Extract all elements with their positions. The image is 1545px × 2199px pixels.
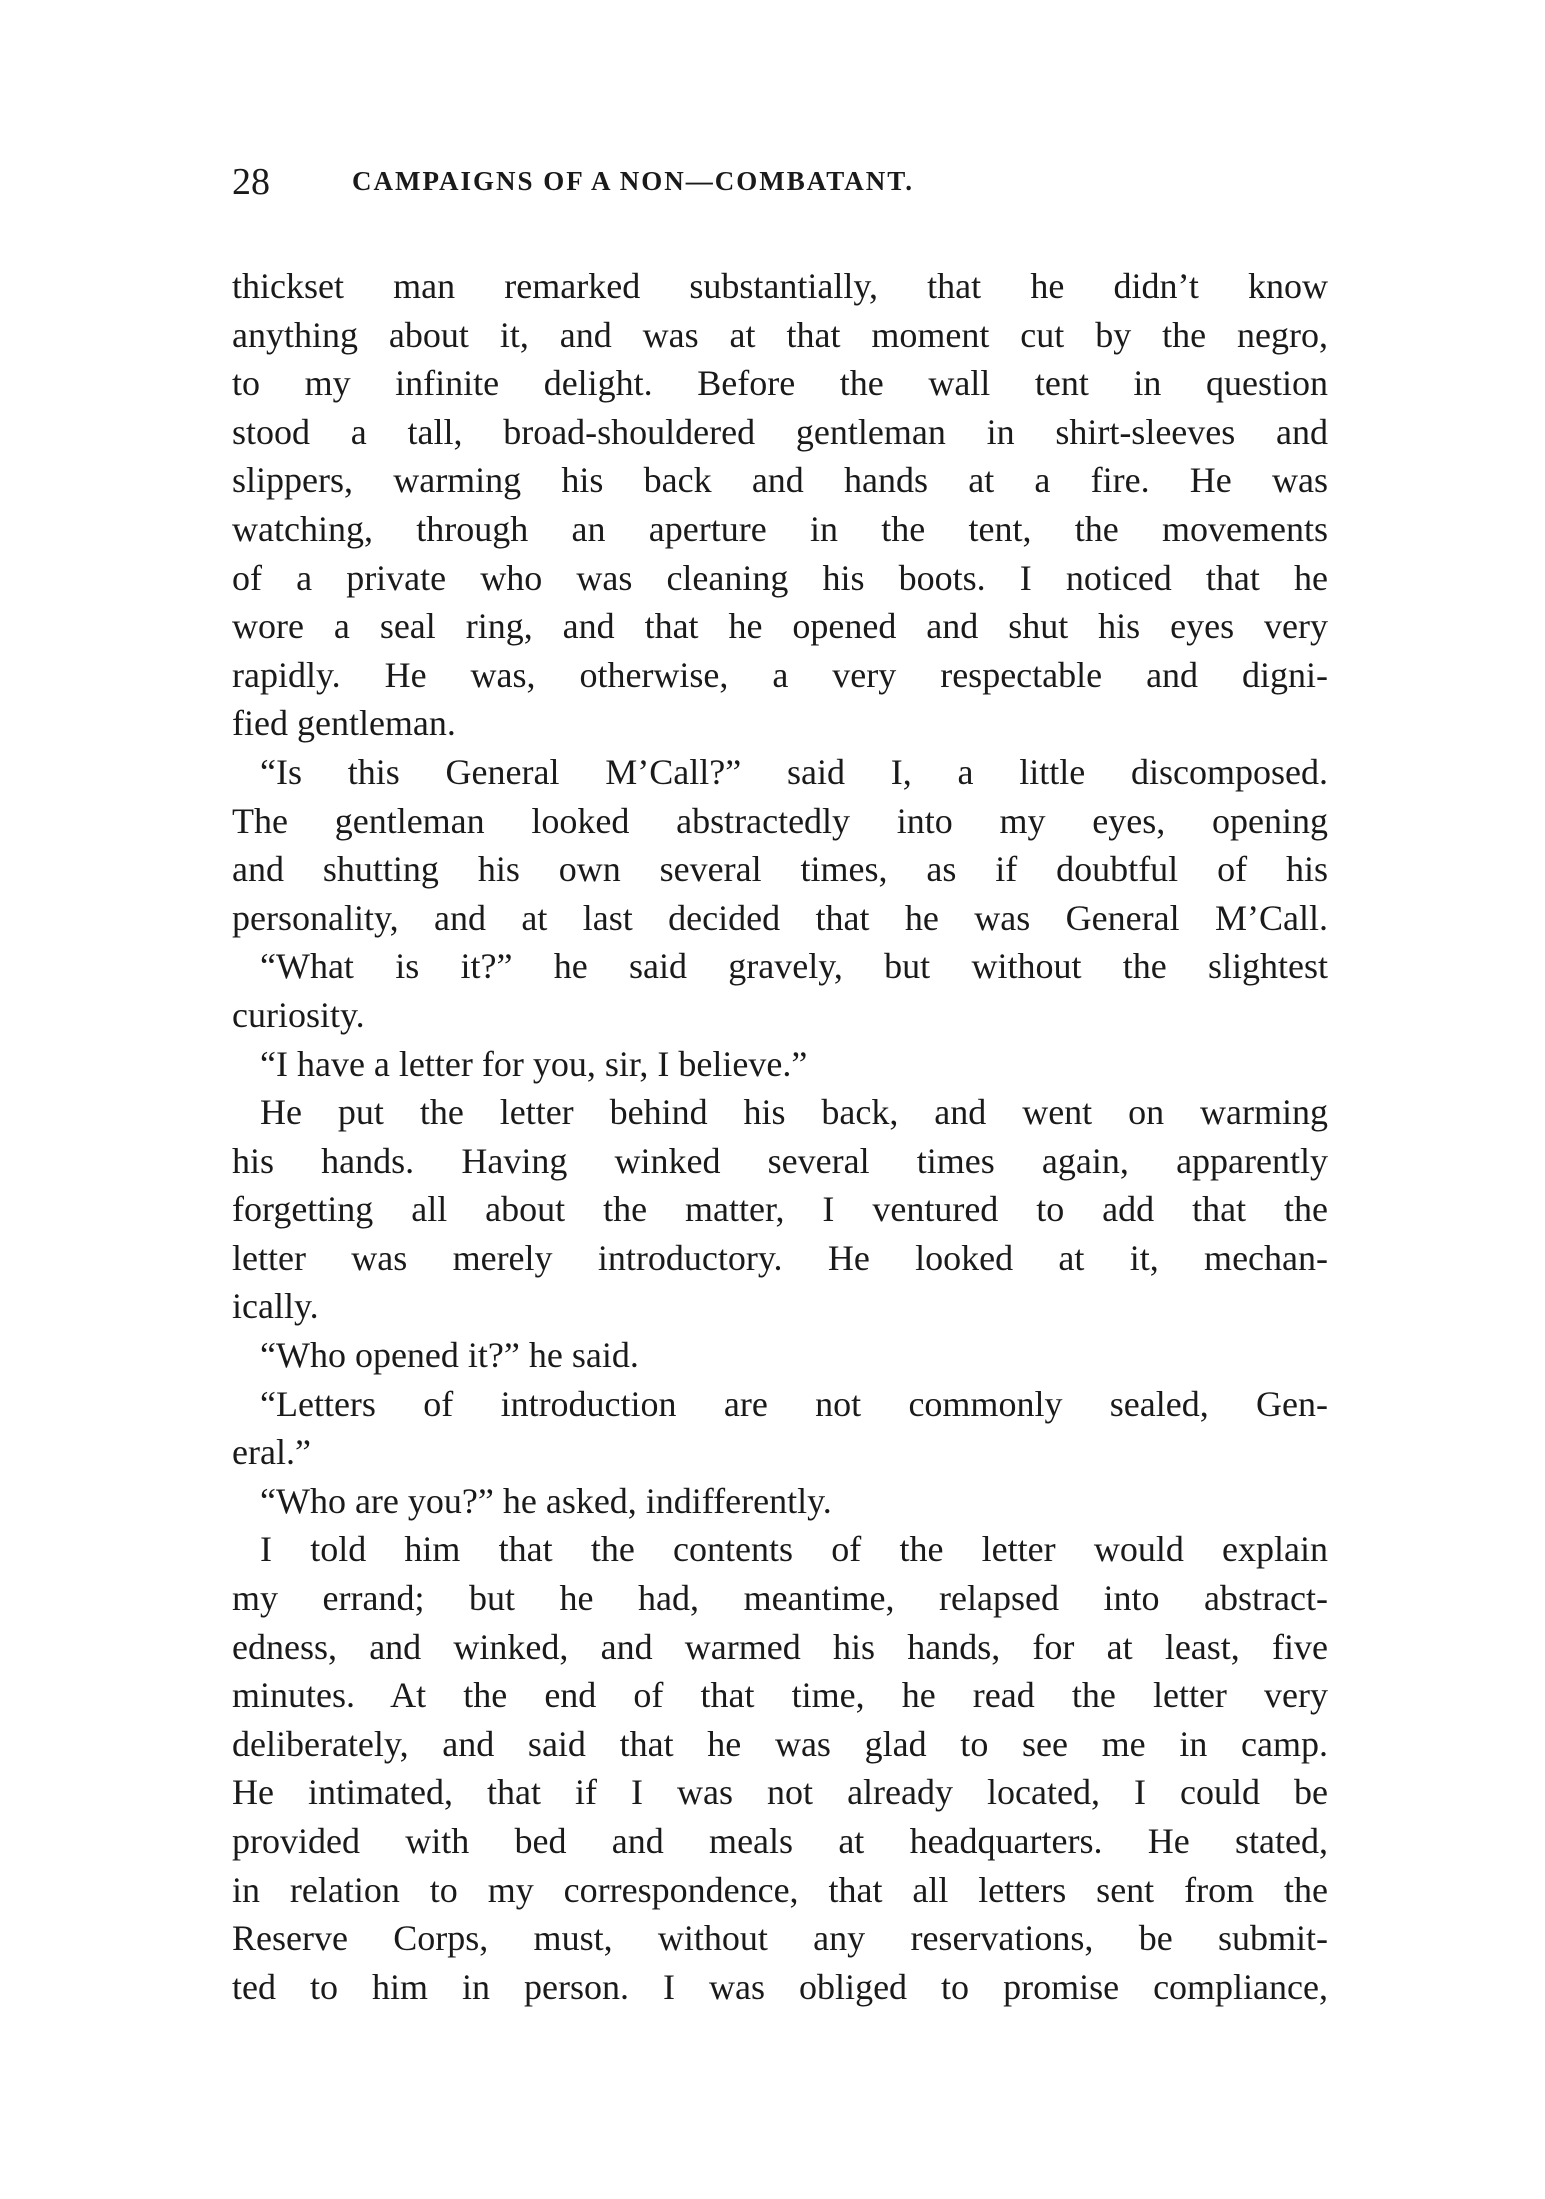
text-line: “Who opened it?” he said. [260,1335,639,1376]
text-line: to my infinite delight. Before the wall tent in question [232,363,1328,404]
page-body-text [232,262,1328,2011]
text-line: rapidly. He was, otherwise, a very respectable and digni- [232,654,1328,695]
text-line: provided with bed and meals at headquarters. He stated, [232,1821,1328,1861]
text-line: of a private who was cleaning his boots. I noticed that he [232,557,1328,598]
text-line: I told him that the contents of the letter would explain [260,1529,1328,1570]
text-line: edness, and winked, and warmed his hands, for at least, five [232,1626,1328,1667]
text-line: my errand; but he had, meantime, relapsed into abstract- [232,1578,1328,1619]
text-line: curiosity. [232,994,365,1035]
text-line: “Is this General M’Call?” said I, a little discomposed. [260,751,1328,792]
text-line: and shutting his own several times, as if doubtful of his [232,849,1328,890]
page-number: 28 [232,161,270,203]
text-line: anything about it, and was at that moment cut by the negro, [232,314,1328,355]
text-line: Reserve Corps, must, without any reservations, be submit- [232,1918,1328,1959]
text-line: minutes. At the end of that time, he read the letter very [232,1675,1328,1716]
text-line: ted to him in person. I was obliged to promise compliance, [232,1966,1328,2007]
text-line: He intimated, that if I was not already located, I could be [232,1772,1328,1813]
text-line: “Letters of introduction are not commonly sealed, Gen- [260,1383,1328,1424]
text-line: stood a tall, broad-shouldered gentleman in shirt-sleeves and [232,411,1328,452]
text-line: personality, and at last decided that he was General M’Call. [232,897,1328,938]
text-line: The gentleman looked abstractedly into my eyes, opening [232,800,1328,841]
running-title: CAMPAIGNS OF A NON—COMBATANT. [352,166,914,196]
text-line: his hands. Having winked several times again, apparently [232,1140,1328,1181]
text-line: forgetting all about the matter, I ventured to add that the [232,1189,1328,1230]
text-line: He put the letter behind his back, and went on warming [260,1092,1328,1133]
text-line: “What is it?” he said gravely, but without the slightest [260,946,1328,987]
text-line: “Who are you?” he asked, indifferently. [260,1480,832,1521]
text-line: “I have a letter for you, sir, I believe.” [260,1043,808,1084]
text-line: deliberately, and said that he was glad to see me in camp. [232,1723,1328,1764]
text-line: fied gentleman. [232,703,456,744]
text-line: wore a seal ring, and that he opened and shut his eyes very [232,606,1328,647]
text-line: watching, through an aperture in the tent, the movements [232,508,1328,549]
text-line: letter was merely introductory. He looked at it, mechan- [232,1237,1328,1278]
text-line: slippers, warming his back and hands at a fire. He was [232,460,1328,501]
text-line: in relation to my correspondence, that all letters sent from the [232,1869,1328,1910]
text-line: eral.” [232,1432,311,1473]
running-header [232,160,1328,210]
text-line: thickset man remarked substantially, that he didn’t know [232,266,1328,306]
text-line: ically. [232,1286,319,1327]
